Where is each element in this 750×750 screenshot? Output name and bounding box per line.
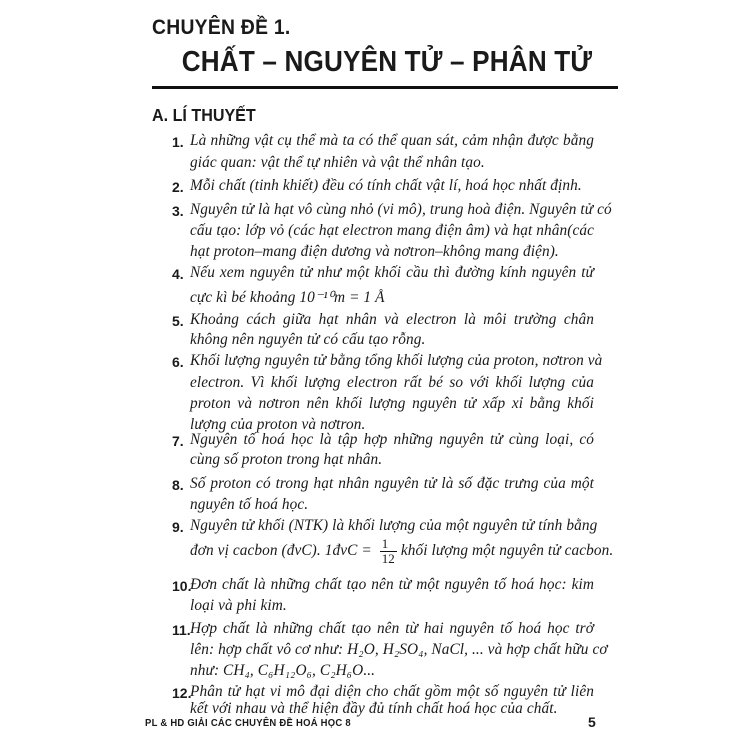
item-number: 3. — [172, 203, 184, 219]
item-number: 11. — [172, 622, 191, 638]
item-line: Mỗi chất (tinh khiết) đều có tính chất vật lí, hoá học nhất định. — [190, 177, 582, 194]
item-line: lượng của proton và nơtron. — [190, 416, 366, 433]
item-line: không nên nguyên tử có cấu tạo rỗng. — [190, 331, 426, 348]
item-line: lên: hợp chất vô cơ như: H₂O, H₂SO₄, NaCl, ... và hợp chất hữu cơ — [190, 641, 608, 658]
item-number: 8. — [172, 477, 184, 493]
item-line: Nguyên tử là hạt vô cùng nhỏ (vi mô), trung hoà điện. Nguyên tử có — [190, 201, 612, 218]
page-number: 5 — [588, 714, 596, 730]
footer-book-title: PL & HD GIẢI CÁC CHUYÊN ĐỀ HOÁ HỌC 8 — [145, 717, 351, 729]
chapter-title: CHẤT – NGUYÊN TỬ – PHÂN TỬ — [181, 46, 593, 78]
item-line: Nguyên tố hoá học là tập hợp những nguyên tử cùng loại, có — [190, 431, 594, 448]
item-number: 10. — [172, 578, 192, 594]
fraction-prefix: đơn vị cacbon (đvC). 1đvC = — [190, 542, 376, 560]
item-line: loại và phi kim. — [190, 597, 287, 614]
fraction-one-twelfth — [380, 537, 397, 566]
item-line: electron. Vì khối lượng electron rất bé so với khối lượng của — [190, 374, 594, 391]
item-line: giác quan: vật thể tự nhiên và vật thể nhân tạo. — [190, 154, 485, 171]
item-line: kết với nhau và thể hiện đầy đủ tính chất hoá học của chất. — [190, 700, 558, 717]
item-number: 6. — [172, 354, 184, 370]
item-line-with-fraction — [190, 536, 614, 566]
item-line: Khoảng cách giữa hạt nhân và electron là môi trường chân — [190, 311, 594, 328]
item-line: như: CH₄, C₆H₁₂O₆, C₂H₆O... — [190, 662, 376, 679]
item-line: nguyên tố hoá học. — [190, 496, 309, 513]
fraction-numerator: 1 — [380, 537, 397, 552]
item-line: cùng số proton trong hạt nhân. — [190, 451, 383, 468]
item-number: 4. — [172, 266, 184, 282]
item-line: cấu tạo: lớp vỏ (các hạt electron mang điện âm) và hạt nhân(các — [190, 222, 594, 239]
item-line: Khối lượng nguyên tử bằng tổng khối lượng của proton, nơtron và — [190, 352, 603, 369]
item-line: proton và nơtron nên khối lượng nguyên tử xấp xỉ bằng khối — [190, 395, 594, 412]
item-line: Nếu xem nguyên tử như một khối cầu thì đường kính nguyên tử — [190, 264, 594, 281]
item-line: Hợp chất là những chất tạo nên từ hai nguyên tố hoá học trở — [190, 620, 594, 637]
item-line: Phân tử hạt vi mô đại diện cho chất gồm một số nguyên tử liên — [190, 683, 594, 700]
item-line: Là những vật cụ thể mà ta có thể quan sát, cảm nhận được bằng — [190, 132, 594, 149]
item-number: 12. — [172, 685, 192, 701]
item-number: 2. — [172, 179, 184, 195]
chapter-label: CHUYÊN ĐỀ 1. — [152, 16, 291, 39]
item-line: hạt proton–mang điện dương và nơtron–không mang điện). — [190, 243, 559, 260]
item-line: cực kì bé khoảng 10⁻¹⁰m = 1 Å — [190, 289, 385, 306]
item-number: 5. — [172, 313, 184, 329]
section-heading: A. LÍ THUYẾT — [152, 105, 256, 125]
item-number: 7. — [172, 433, 184, 449]
item-number: 1. — [172, 134, 184, 150]
item-line: Đơn chất là những chất tạo nên từ một nguyên tố hoá học: kim — [190, 576, 594, 593]
item-number: 9. — [172, 519, 184, 535]
title-underline — [152, 86, 618, 89]
fraction-denominator: 12 — [381, 551, 395, 566]
item-line: Số proton có trong hạt nhân nguyên tử là số đặc trưng của một — [190, 475, 594, 492]
fraction-suffix: khối lượng một nguyên tử cacbon. — [400, 542, 614, 560]
item-line: Nguyên tử khối (NTK) là khối lượng của một nguyên tử tính bằng — [190, 517, 598, 534]
